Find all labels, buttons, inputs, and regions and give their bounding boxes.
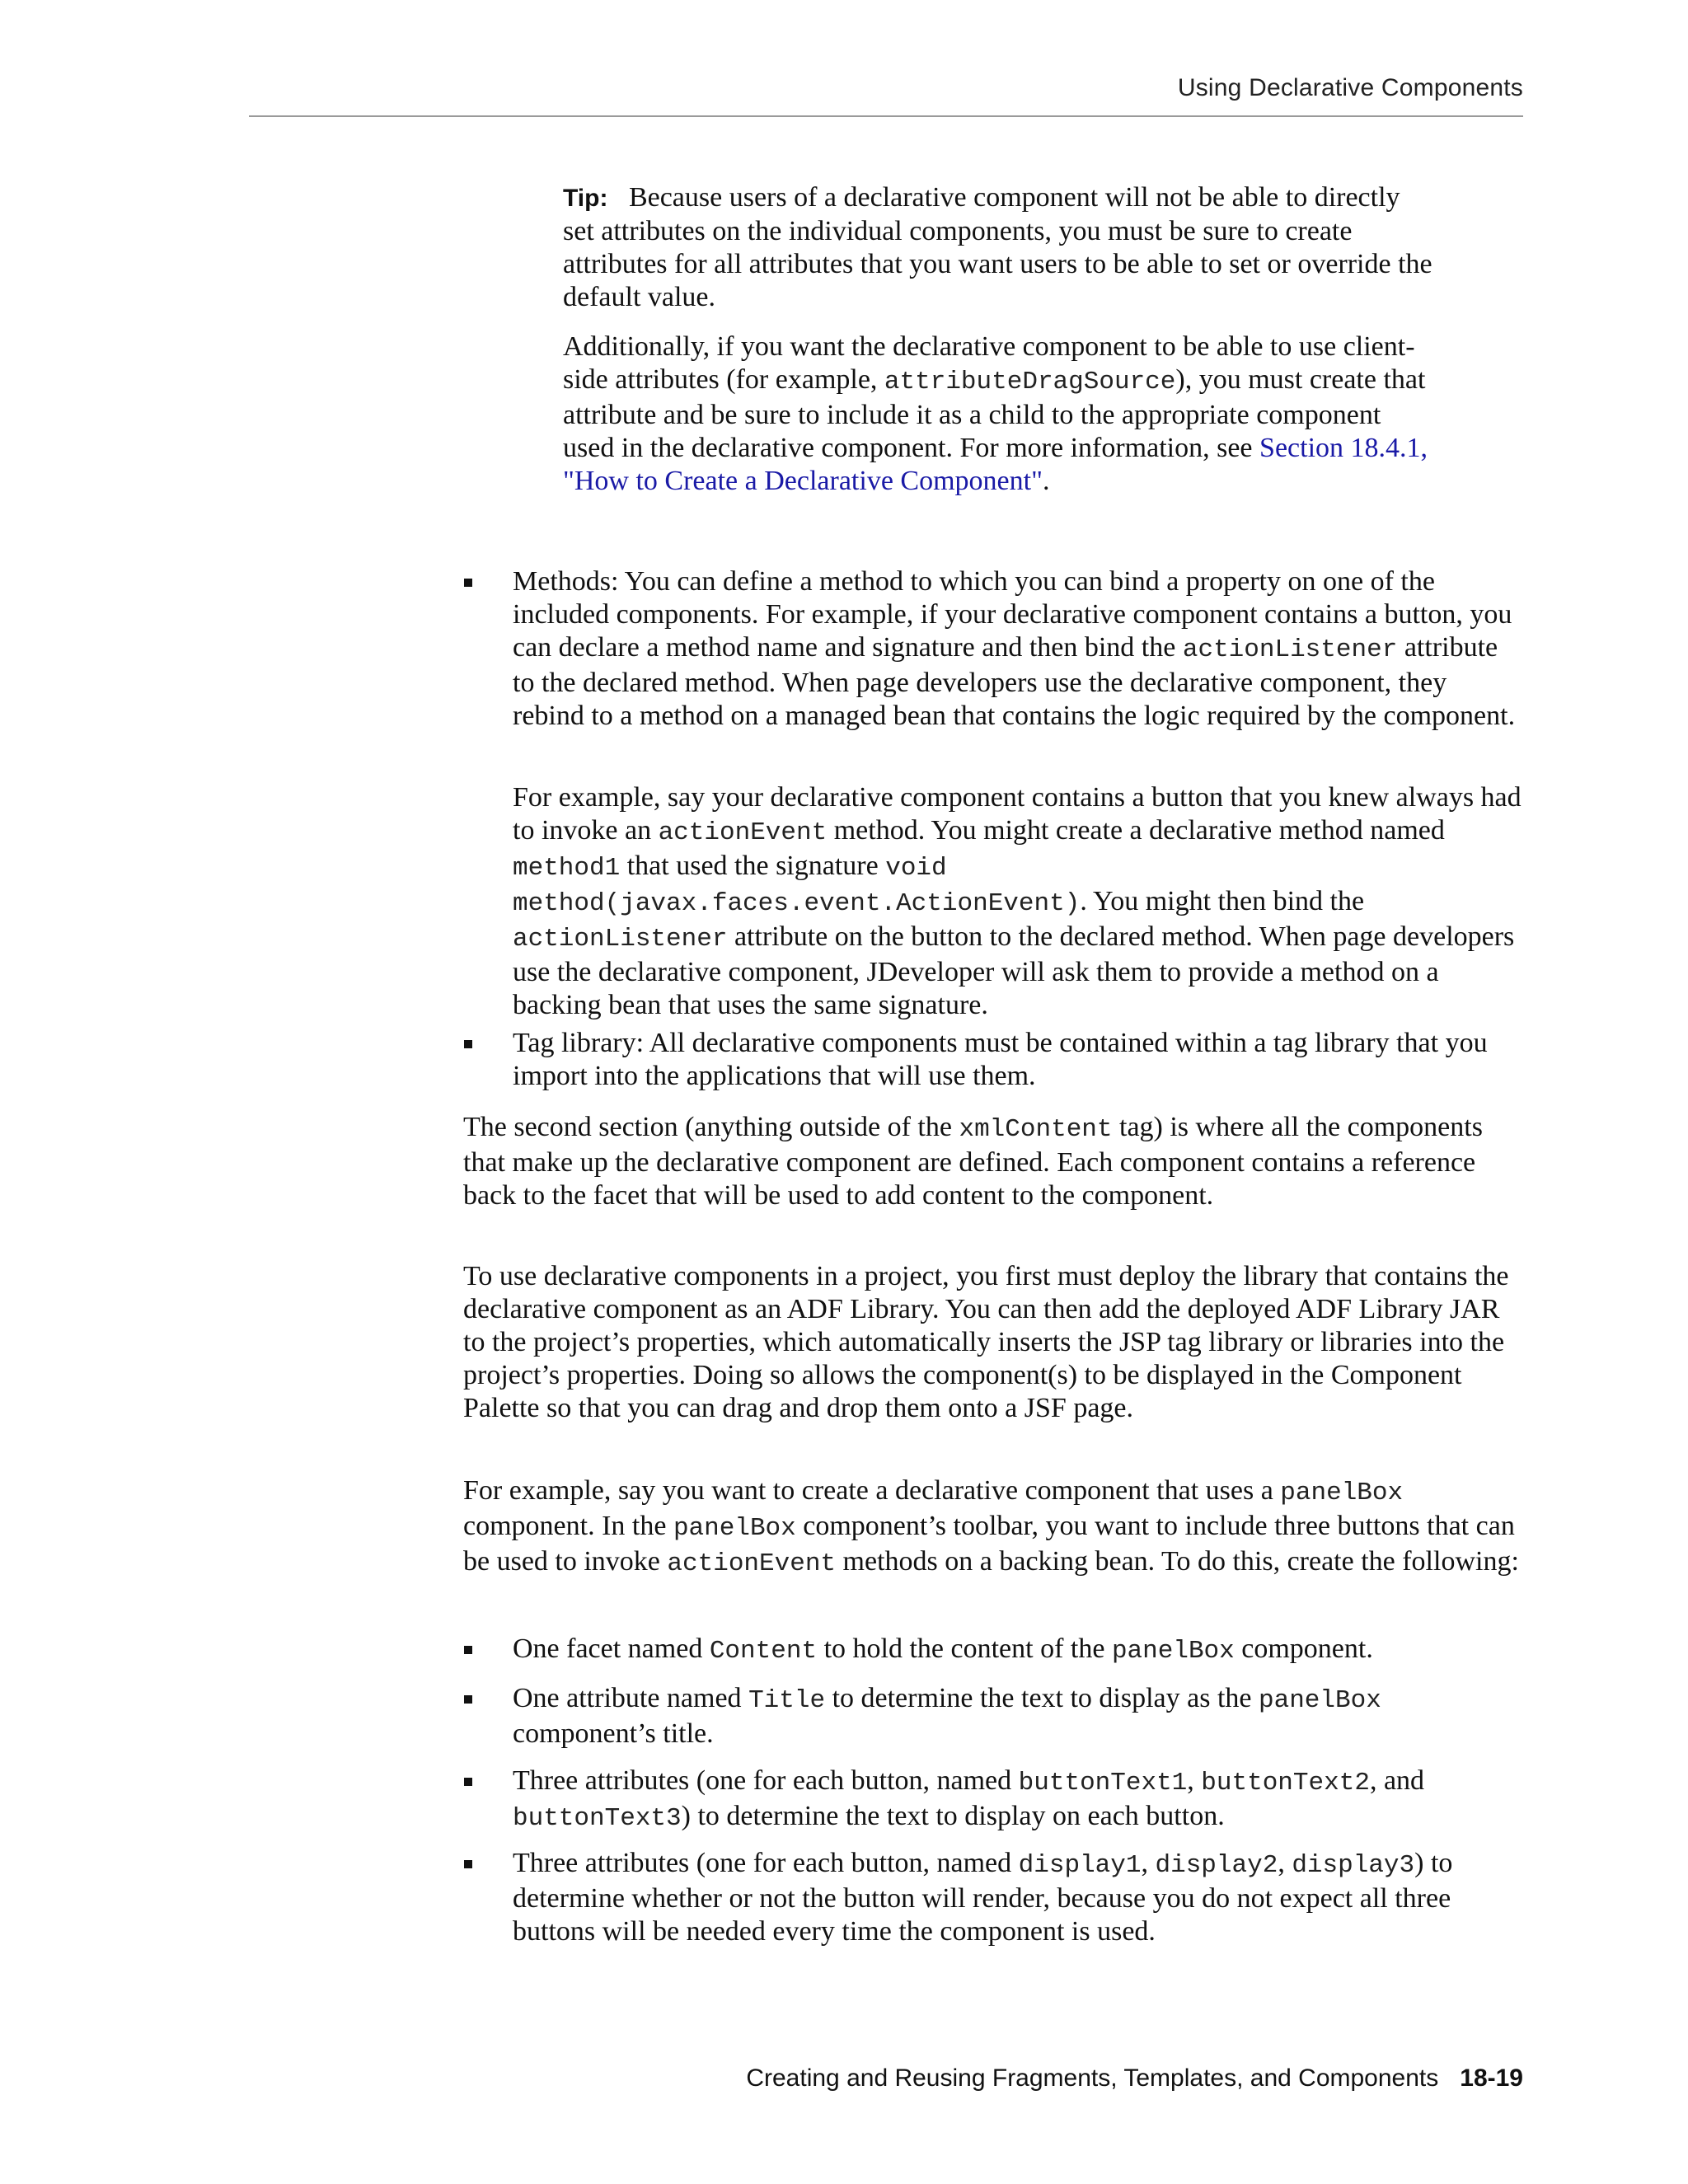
methods-bullet-text — [513, 565, 1523, 733]
section-link[interactable]: Section 18.4.1, "How to Create a Declarative Component" — [563, 433, 1428, 496]
code-display2: display2 — [1155, 1851, 1278, 1880]
code-panelBox: panelBox — [1259, 1686, 1381, 1715]
code-actionListener: actionListener — [513, 925, 728, 954]
text-run: that used the signature — [620, 851, 886, 881]
page-number: 18-19 — [1460, 2064, 1523, 2092]
text-run: component. — [1234, 1633, 1373, 1664]
text-run: ) to determine whether or not the button will render, because you do not expect all three buttons will be needed every time the component is used. — [513, 1848, 1453, 1947]
list-item-display — [513, 1847, 1523, 1948]
text-run: component’s title. — [513, 1718, 714, 1749]
tip-additional-paragraph — [563, 330, 1437, 498]
list-item-button-text — [513, 1765, 1523, 1835]
text-run: One attribute named — [513, 1683, 749, 1713]
text-run: tag) is where all the components that make up the declarative component are defined. Each component contains a reference back to the facet that will be used to add content to the component. — [463, 1112, 1483, 1211]
code-method1: method1 — [513, 854, 621, 883]
page-footer — [746, 2064, 1523, 2093]
text-run: method. You might create a declarative method named — [827, 815, 1445, 846]
second-section-paragraph — [463, 1111, 1523, 1212]
deploy-paragraph: To use declarative components in a project, you first must deploy the library that contains the declarative component as an ADF Library. You can then add the deployed ADF Library JAR to the project’s properties, which automatically inserts the JSP tag library or libraries into the project’s properties. Doing so allows the component(s) to be displayed in the Component Palette so that you can drag and drop them onto a JSF page. — [463, 1261, 1509, 1423]
text-run: to determine the text to display as the — [825, 1683, 1259, 1713]
text-run: The second section (anything outside of the — [463, 1112, 959, 1142]
code-Title: Title — [748, 1686, 826, 1715]
bullet-marker — [464, 1778, 472, 1786]
header-rule — [249, 115, 1523, 117]
tip-text: Because users of a declarative component will not be able to directly set attributes on the individual components, you must be sure to create attributes for all attributes that you want users to be able to set or override the default value. — [563, 182, 1432, 312]
code-signature: void method(javax.faces.event.ActionEvent) — [513, 854, 1081, 918]
example-paragraph — [463, 1474, 1523, 1581]
taglib-bullet-text: Tag library: All declarative components must be contained within a tag library that you import into the applications that will use them. — [513, 1028, 1488, 1091]
text-run: , — [1187, 1765, 1202, 1796]
bullet-marker — [464, 1695, 472, 1704]
text-run: For example, say your declarative component contains a button that you knew always had to invoke an — [513, 782, 1522, 846]
text-run: , — [1278, 1848, 1292, 1878]
text-run: , — [1141, 1848, 1156, 1878]
tip-paragraph — [563, 181, 1437, 314]
text-run: ) to determine the text to display on each button. — [681, 1801, 1225, 1831]
code-panelBox: panelBox — [1111, 1637, 1235, 1666]
text-run: Methods: You can define a method to which you can bind a property on one of the included components. For example, if your declarative component contains a button, you can declare a method name and signature and then bind the — [513, 566, 1512, 663]
list-item-title — [513, 1682, 1523, 1750]
text-run: For example, say you want to create a declarative component that uses a — [463, 1475, 1281, 1506]
text-run: attribute on the button to the declared method. When page developers use the declarative component, JDeveloper will ask them to provide a method on a backing bean that uses the same signature. — [513, 921, 1515, 1020]
running-header: Using Declarative Components — [1177, 74, 1523, 101]
code-display1: display1 — [1018, 1851, 1142, 1880]
code-buttonText1: buttonText1 — [1018, 1769, 1188, 1797]
text-run: Three attributes (one for each button, named — [513, 1765, 1019, 1796]
bullet-marker — [464, 579, 472, 587]
code-display3: display3 — [1292, 1851, 1415, 1880]
footer-title: Creating and Reusing Fragments, Templates, and Components — [746, 2064, 1439, 2092]
code-actionEvent: actionEvent — [667, 1549, 837, 1578]
text-run: component’s toolbar, you want to include three buttons that can be used to invoke — [463, 1511, 1515, 1577]
code-xmlContent: xmlContent — [959, 1115, 1113, 1144]
bullet-marker — [464, 1646, 472, 1654]
code-Content: Content — [709, 1637, 818, 1666]
code-actionEvent: actionEvent — [658, 818, 828, 847]
code-buttonText3: buttonText3 — [513, 1804, 682, 1833]
code-buttonText2: buttonText2 — [1201, 1769, 1370, 1797]
tip-label: Tip: — [563, 185, 608, 212]
code-actionListener: actionListener — [1182, 635, 1398, 664]
text-run: , and — [1369, 1765, 1425, 1796]
text-run: . You might then bind the — [1080, 886, 1365, 916]
text-run: to hold the content of the — [817, 1633, 1112, 1664]
text-run: ), you must create that attribute and be sure to include it as a child to the appropriate component used in the declarative component. For more information, see — [563, 364, 1426, 463]
code-panelBox: panelBox — [1280, 1479, 1404, 1507]
text-run: Additionally, if you want the declarative component to be able to use client-side attributes (for example, — [563, 331, 1415, 395]
code-attributeDragSource: attributeDragSource — [884, 368, 1176, 396]
text-run: One facet named — [513, 1633, 710, 1664]
bullet-marker — [464, 1860, 472, 1868]
list-item-facet — [513, 1633, 1523, 1668]
text-run: methods on a backing bean. To do this, create the following: — [836, 1546, 1519, 1577]
bullet-marker — [464, 1040, 472, 1048]
text-run: Three attributes (one for each button, named — [513, 1848, 1019, 1878]
text-run: component. In the — [463, 1511, 673, 1541]
text-run: . — [1042, 466, 1050, 496]
methods-example-paragraph — [513, 781, 1523, 1022]
code-panelBox: panelBox — [673, 1514, 796, 1543]
text-run: attribute to the declared method. When page developers use the declarative component, they rebind to a method on a managed bean that contains the logic required by the component. — [513, 632, 1516, 731]
